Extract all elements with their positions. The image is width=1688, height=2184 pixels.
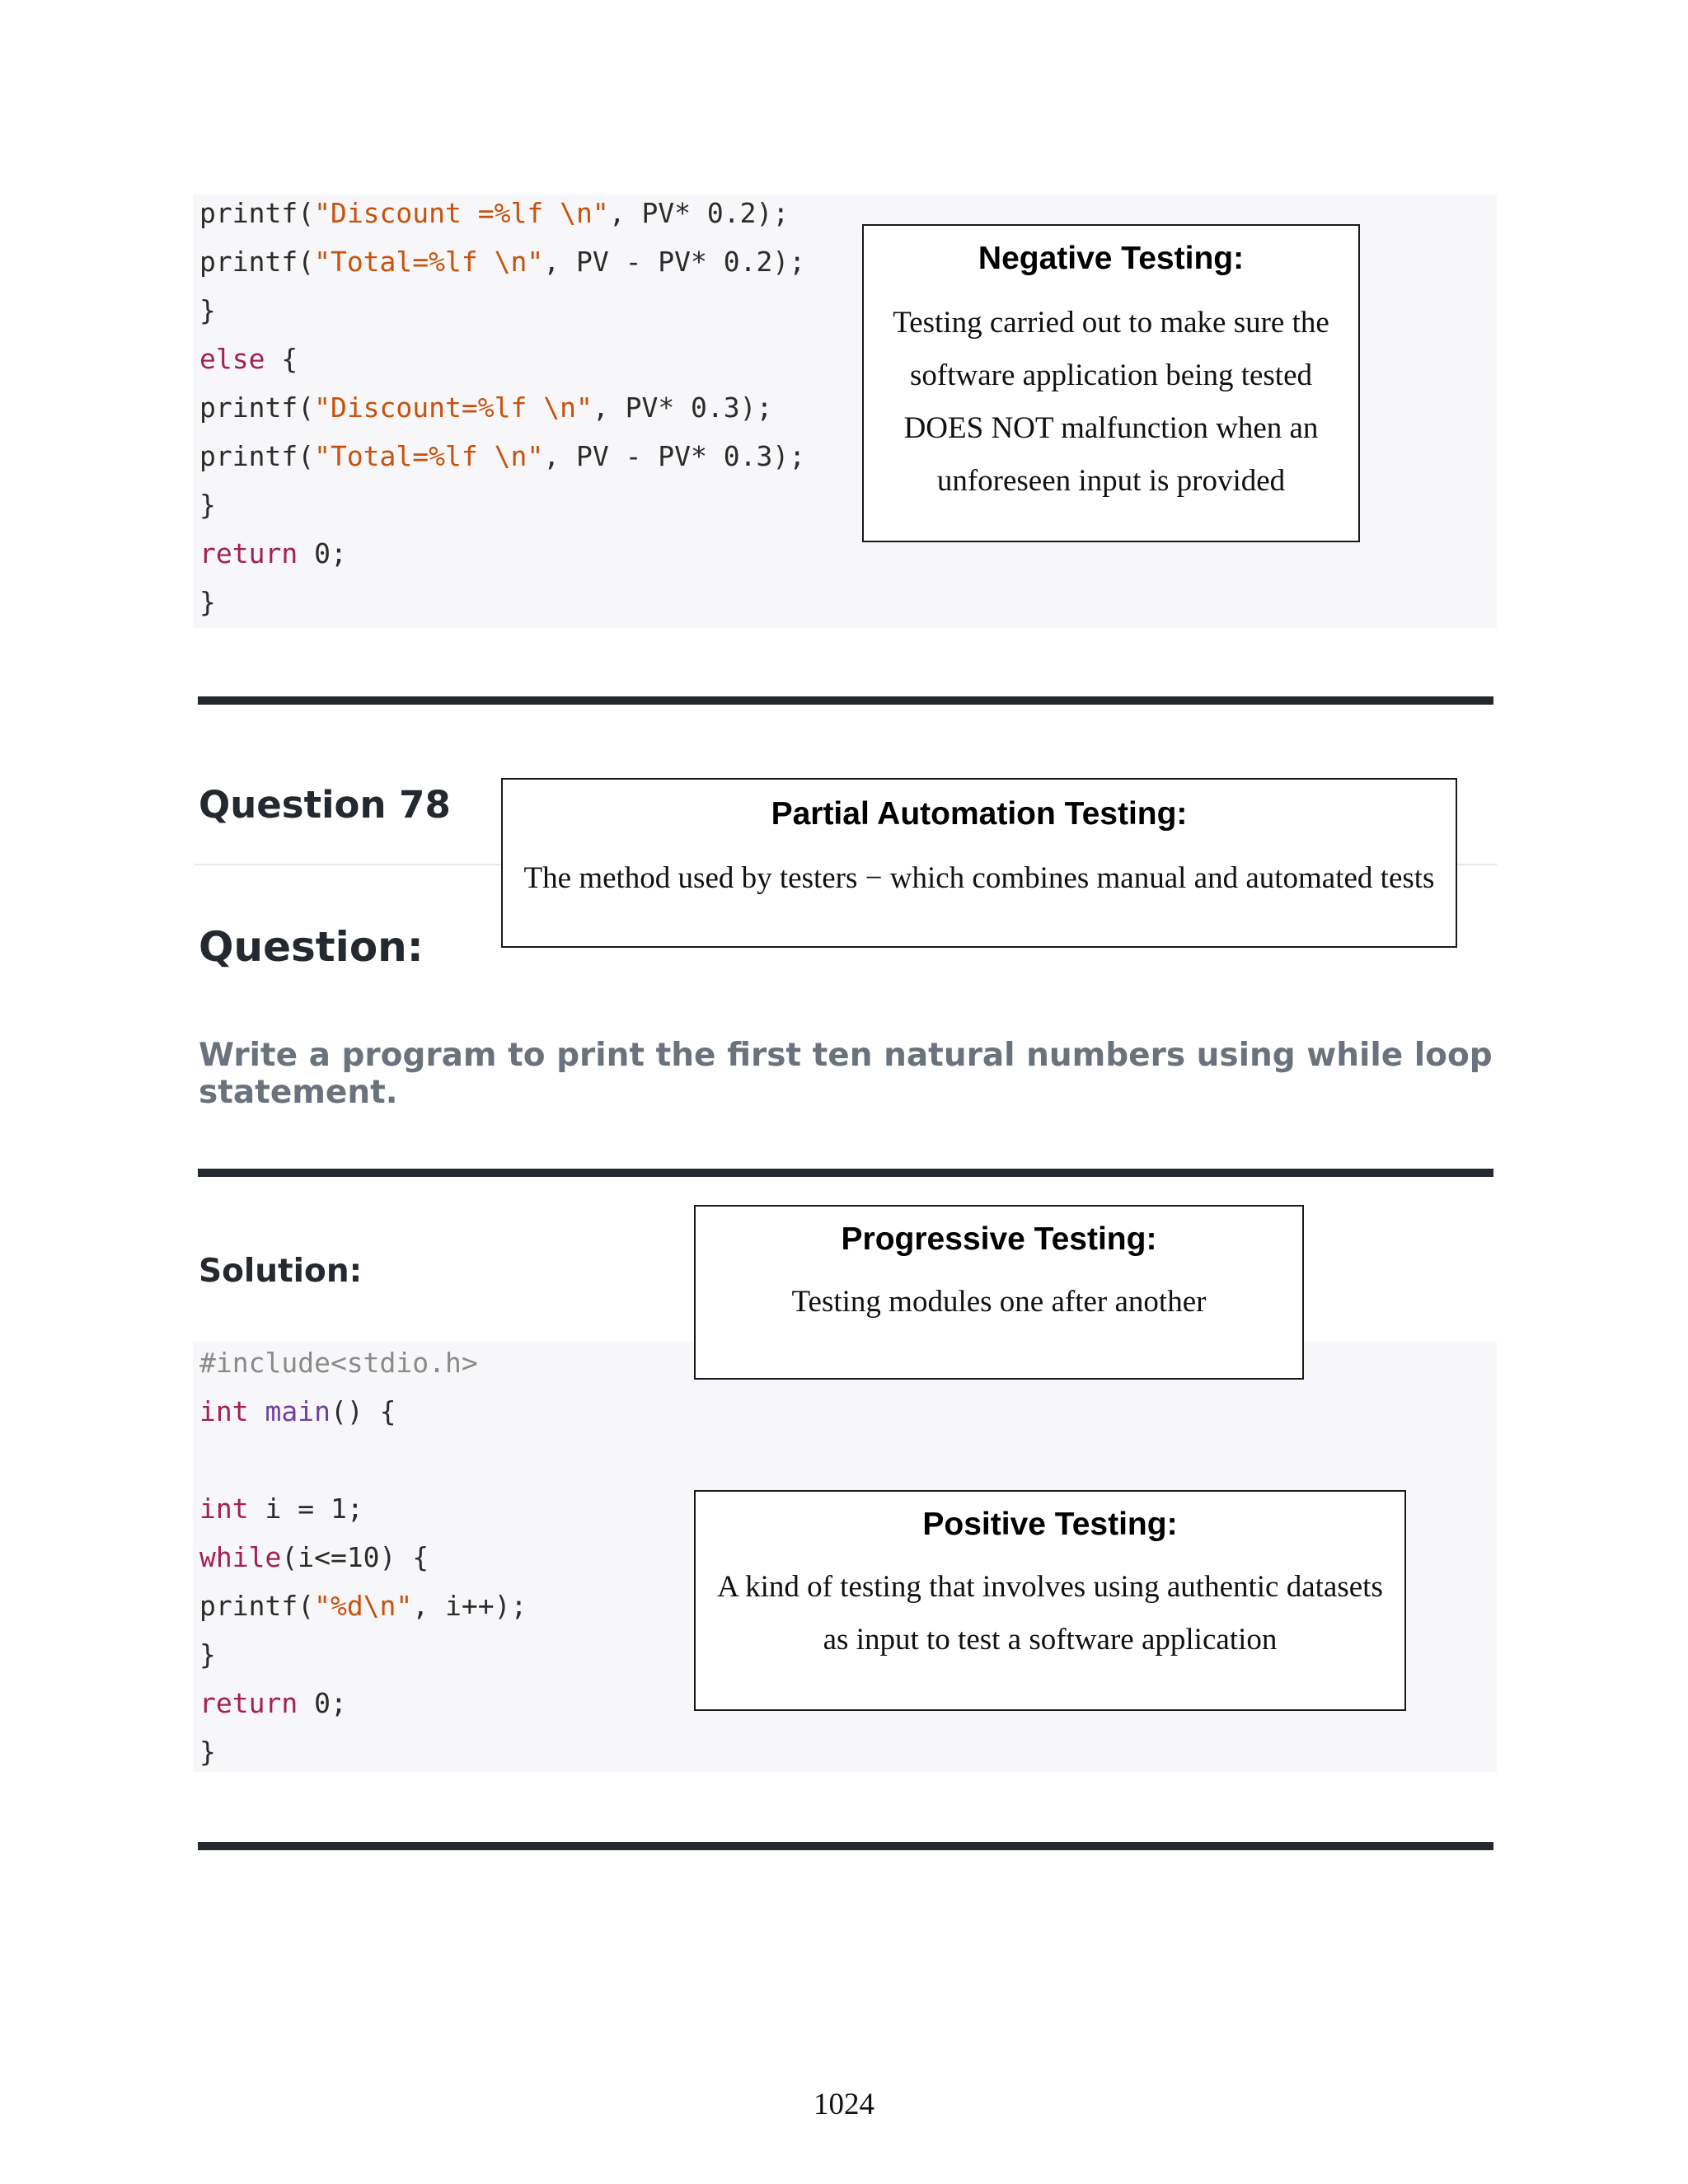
code-token: } bbox=[199, 1736, 216, 1768]
definition-term: Progressive Testing: bbox=[841, 1221, 1157, 1257]
code-line bbox=[199, 383, 805, 432]
code-line bbox=[199, 1679, 527, 1727]
code-token: "Discount=%lf \n" bbox=[314, 391, 593, 424]
code-token: 0; bbox=[298, 1687, 347, 1719]
code-token: return bbox=[199, 1687, 298, 1719]
code-token: printf( bbox=[199, 440, 315, 472]
code-line bbox=[199, 286, 805, 335]
definition-term: Partial Automation Testing: bbox=[771, 796, 1188, 832]
code-line bbox=[199, 335, 805, 383]
code-line bbox=[199, 578, 805, 626]
code-token: , PV* 0.2); bbox=[608, 197, 790, 229]
code-token: "Total=%lf \n" bbox=[314, 246, 544, 278]
code-token: , PV* 0.3); bbox=[592, 391, 773, 424]
code-token: , i++); bbox=[412, 1590, 528, 1622]
code-line bbox=[199, 1582, 527, 1630]
code-token: } bbox=[199, 489, 216, 521]
code-token: 0; bbox=[298, 537, 347, 569]
code-token: "Total=%lf \n" bbox=[314, 440, 544, 472]
definition-term: Positive Testing: bbox=[922, 1507, 1178, 1542]
code-token: } bbox=[199, 586, 216, 618]
code-line bbox=[199, 480, 805, 529]
code-token: { bbox=[265, 343, 298, 375]
code-token: printf( bbox=[199, 246, 315, 278]
definition-text: Testing modules one after another bbox=[791, 1285, 1207, 1319]
section-divider bbox=[198, 696, 1493, 705]
code-line bbox=[199, 1533, 527, 1582]
code-token: "Discount =%lf \n" bbox=[314, 197, 609, 229]
code-listing-top bbox=[199, 189, 805, 626]
code-token: else bbox=[199, 343, 265, 375]
code-token: printf( bbox=[199, 197, 315, 229]
code-token: #include<stdio.h> bbox=[199, 1347, 478, 1379]
page-number: 1024 bbox=[814, 2088, 874, 2121]
question-number-heading: Question 78 bbox=[199, 783, 451, 827]
code-line bbox=[199, 1387, 527, 1436]
code-token: } bbox=[199, 1638, 216, 1671]
code-token: while bbox=[199, 1541, 282, 1573]
definition-text: A kind of testing that involves using authentic datasets as input to test a software application bbox=[717, 1570, 1383, 1657]
solution-label: Solution: bbox=[199, 1253, 363, 1290]
code-line bbox=[199, 1727, 527, 1776]
code-token: int bbox=[199, 1493, 249, 1525]
code-line bbox=[199, 432, 805, 480]
code-line bbox=[199, 1484, 527, 1533]
definition-box-partial-automation-testing bbox=[501, 778, 1457, 948]
code-token: printf( bbox=[199, 391, 315, 424]
definition-box-progressive-testing bbox=[694, 1205, 1304, 1380]
definition-box-positive-testing bbox=[694, 1490, 1406, 1711]
definition-box-negative-testing bbox=[862, 224, 1360, 542]
code-line bbox=[199, 529, 805, 578]
code-token: () { bbox=[330, 1395, 396, 1427]
code-token: , PV - PV* 0.2); bbox=[543, 246, 806, 278]
definition-text: The method used by testers − which combines manual and automated tests bbox=[523, 861, 1435, 895]
question-label: Question: bbox=[199, 923, 424, 971]
code-line bbox=[199, 1436, 527, 1484]
code-token: int bbox=[199, 1395, 249, 1427]
code-line bbox=[199, 1338, 527, 1387]
section-divider bbox=[198, 1169, 1493, 1177]
code-token bbox=[249, 1395, 265, 1427]
code-token: , PV - PV* 0.3); bbox=[543, 440, 806, 472]
code-token: } bbox=[199, 294, 216, 326]
section-divider bbox=[198, 1842, 1493, 1850]
code-line bbox=[199, 189, 805, 237]
code-token: return bbox=[199, 537, 298, 569]
code-token: i = 1; bbox=[248, 1493, 363, 1525]
definition-term: Negative Testing: bbox=[978, 241, 1245, 276]
code-line bbox=[199, 1630, 527, 1679]
code-token: "%d\n" bbox=[314, 1590, 413, 1622]
code-token: main bbox=[265, 1395, 331, 1427]
definition-text: Testing carried out to make sure the software application being tested DOES NOT malfunction when an unforeseen input is provided bbox=[893, 306, 1329, 498]
code-token: printf( bbox=[199, 1590, 315, 1622]
question-text: Write a program to print the first ten natural numbers using while loop statement. bbox=[199, 1037, 1493, 1111]
code-line bbox=[199, 237, 805, 286]
code-token: (i<=10) { bbox=[281, 1541, 429, 1573]
code-listing-solution bbox=[199, 1338, 527, 1776]
